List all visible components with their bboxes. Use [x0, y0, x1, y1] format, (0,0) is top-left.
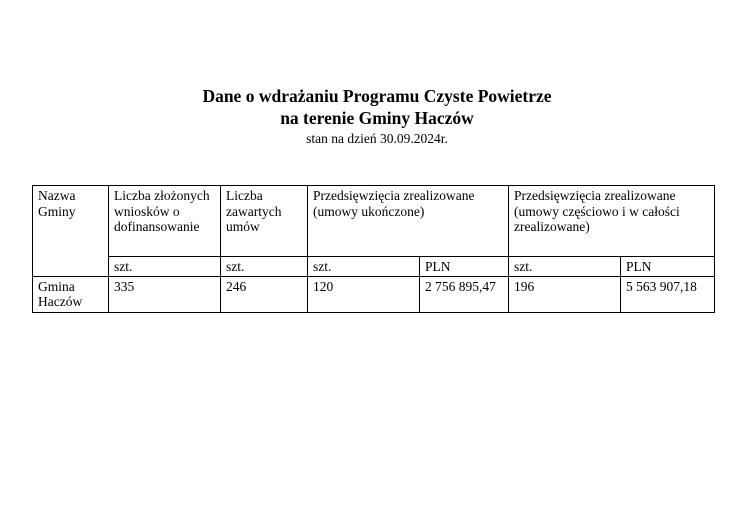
cell-gmina: Gmina Haczów: [33, 276, 109, 312]
cell-ukonczone-szt: 120: [308, 276, 420, 312]
program-data-table: [32, 185, 715, 313]
header-wnioski: Liczba złożonych wniosków o dofinansowanie: [109, 186, 221, 257]
header-ukonczone: Przedsięwzięcia zrealizowane (umowy ukończone): [308, 186, 509, 257]
table-row: [33, 276, 715, 312]
unit-ukonczone-pln: PLN: [420, 257, 509, 277]
document-subtitle-date: stan na dzień 30.09.2024r.: [306, 131, 448, 146]
header-umowy: Liczba zawartych umów: [221, 186, 308, 257]
unit-umowy: szt.: [221, 257, 308, 277]
document-title-line-2: na terenie Gminy Haczów: [280, 108, 474, 128]
cell-zrealizowane-szt: 196: [509, 276, 621, 312]
document-title-line-1: Dane o wdrażaniu Programu Czyste Powietrze: [202, 86, 552, 106]
cell-wnioski: 335: [109, 276, 221, 312]
cell-umowy: 246: [221, 276, 308, 312]
table-header-row: [33, 186, 715, 257]
header-gmina: Nazwa Gminy: [33, 186, 109, 277]
unit-ukonczone-szt: szt.: [308, 257, 420, 277]
header-zrealizowane: Przedsięwzięcia zrealizowane (umowy częściowo i w całości zrealizowane): [509, 186, 715, 257]
cell-zrealizowane-pln: 5 563 907,18: [621, 276, 715, 312]
table-unit-row: [33, 257, 715, 277]
unit-wnioski: szt.: [109, 257, 221, 277]
cell-ukonczone-pln: 2 756 895,47: [420, 276, 509, 312]
unit-zrealizowane-pln: PLN: [621, 257, 715, 277]
unit-zrealizowane-szt: szt.: [509, 257, 621, 277]
